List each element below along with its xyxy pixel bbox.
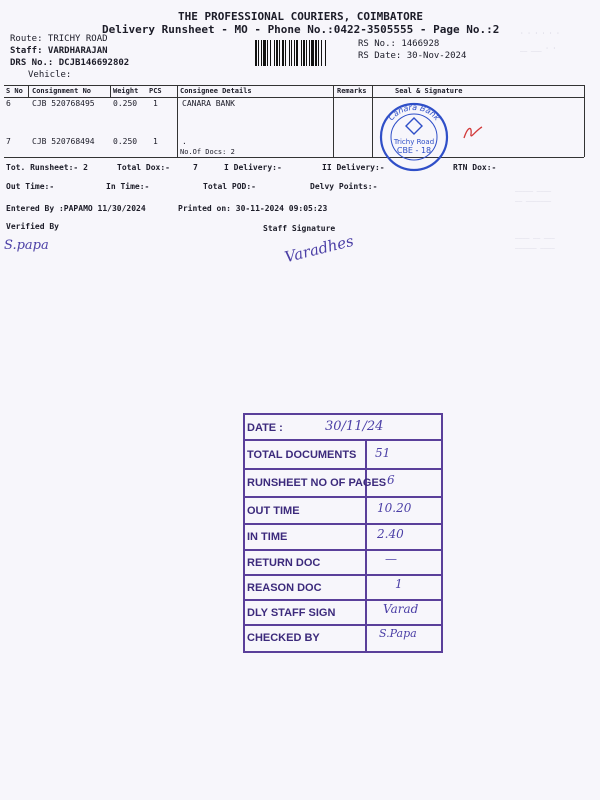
checklist-value: 10.20	[377, 501, 412, 515]
checklist-value: 51	[375, 446, 391, 460]
checklist-value: 2.40	[377, 527, 404, 541]
checklist-label: REASON DOC	[247, 582, 322, 594]
tot-runsheet: Tot. Runsheet:- 2	[6, 163, 88, 172]
checklist-label: RETURN DOC	[247, 557, 321, 569]
checklist-label: RUNSHEET NO OF PAGES	[247, 477, 387, 489]
col-sno: S No	[6, 87, 23, 95]
checklist-value: —	[385, 552, 397, 566]
no-of-docs: No.Of Docs: 2	[180, 148, 235, 156]
printed-on: Printed on: 30-11-2024 09:05:23	[178, 204, 328, 213]
checklist-value: S.Papa	[379, 627, 417, 640]
rs-number: RS No.: 1466928	[358, 39, 440, 49]
route-label: Route: TRICHY ROAD	[10, 34, 108, 44]
col-weight: Weight	[113, 87, 139, 95]
vehicle-label: Vehicle:	[28, 70, 72, 80]
table-row-sno: 6	[6, 99, 11, 108]
in-time: In Time:-	[106, 182, 150, 191]
drs-number: DRS No.: DCJB146692802	[10, 58, 130, 68]
table-row-pcs: 1	[153, 99, 158, 108]
staff-signature: Varadhes	[282, 231, 356, 267]
checklist-date-label: DATE :	[247, 422, 283, 434]
total-dox-label: Total Dox:-	[117, 163, 170, 172]
table-row-sno: 7	[6, 137, 11, 146]
staff-label: Staff: VARDHARAJAN	[10, 46, 108, 56]
runsheet-title: Delivery Runsheet - MO - Phone No.:0422-3505555 - Page No.:2	[102, 23, 500, 36]
checklist-label: TOTAL DOCUMENTS	[247, 449, 357, 461]
entered-by: Entered By :PAPAMO 11/30/2024	[6, 204, 146, 213]
i-delivery: I Delivery:-	[224, 163, 282, 172]
company-name: THE PROFESSIONAL COURIERS, COIMBATORE	[178, 10, 424, 23]
table-row-weight: 0.250	[113, 99, 138, 108]
table-row-weight: 0.250	[113, 137, 138, 146]
verified-by-signature: S.papa	[4, 238, 49, 253]
barcode-image	[255, 40, 350, 66]
table-row-consignee: CANARA BANK	[182, 99, 235, 108]
checklist-value: 6	[387, 473, 395, 487]
rtn-dox: RTN Dox:-	[453, 163, 497, 172]
table-row-consignment: CJB 520768494	[32, 137, 95, 146]
svg-text:Trichy Road: Trichy Road	[393, 138, 435, 146]
checklist-date-value: 30/11/24	[325, 419, 384, 434]
checklist-label: DLY STAFF SIGN	[247, 607, 336, 619]
verified-by: Verified By	[6, 222, 59, 231]
checklist-label: OUT TIME	[247, 505, 300, 517]
staff-signature-label: Staff Signature	[263, 224, 336, 233]
col-consignment: Consignment No	[32, 87, 92, 95]
table-row-consignee: .	[182, 137, 187, 146]
col-pcs: PCS	[149, 87, 162, 95]
rs-date: RS Date: 30-Nov-2024	[358, 51, 467, 61]
delivery-checklist-stamp	[243, 413, 443, 653]
checklist-value: Varad	[383, 602, 419, 616]
bank-seal-stamp	[376, 100, 452, 172]
out-time: Out Time:-	[6, 182, 55, 191]
col-seal: Seal & Signature	[395, 87, 463, 95]
col-consignee: Consignee Details	[180, 87, 252, 95]
svg-text:CBE - 18: CBE - 18	[396, 146, 432, 155]
checklist-label: CHECKED BY	[247, 632, 320, 644]
red-initial-mark	[462, 124, 484, 142]
checklist-label: IN TIME	[247, 531, 288, 543]
ii-delivery: II Delivery:-	[322, 163, 385, 172]
table-row-pcs: 1	[153, 137, 158, 146]
checklist-value: 1	[395, 577, 403, 591]
total-pod: Total POD:-	[203, 182, 256, 191]
svg-text:Canara Bank: Canara Bank	[386, 102, 442, 123]
table-row-consignment: CJB 520768495	[32, 99, 95, 108]
delvy-points: Delvy Points:-	[310, 182, 378, 191]
total-dox-value: 7	[193, 163, 198, 172]
col-remarks: Remarks	[337, 87, 367, 95]
